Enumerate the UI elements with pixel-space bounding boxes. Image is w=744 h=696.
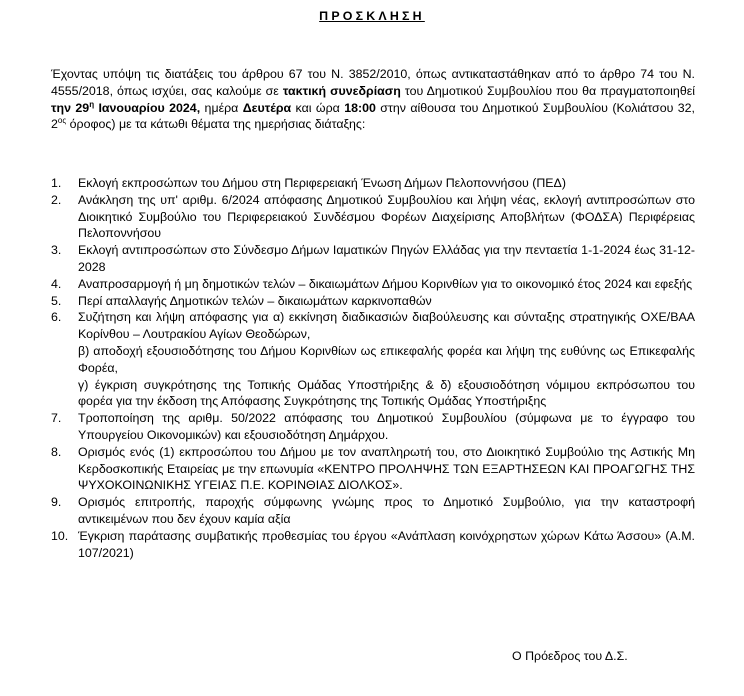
item-number: 5. xyxy=(51,293,62,308)
item-number: 9. xyxy=(51,495,62,510)
agenda-item xyxy=(51,293,695,310)
agenda-item xyxy=(51,276,695,293)
item-text: Τροποποίηση της αριθμ. 50/2022 απόφασης του Δημοτικού Συμβουλίου (σύμφωνα με το έγγραφο του Υπουργείου Οικονομικών) και εξουσιοδότηση Δημάρχου. xyxy=(78,411,695,442)
item-number: 10. xyxy=(51,528,69,543)
item-text: Εκλογή αντιπροσώπων στο Σύνδεσμο Δήμων Ιαματικών Πηγών Ελλάδας για την πενταετία 1-1-2024 έως 31-12-2028 xyxy=(78,243,695,274)
agenda-item xyxy=(51,309,695,410)
intro-text: και ώρα xyxy=(291,100,345,115)
item-subpoint: γ) έγκριση συγκρότησης της Τοπικής Ομάδας Υποστήριξης & δ) εξουσιοδότηση νόμιμου εκπρόσωπου του φορέα για την έκδοση της Απόφασης Συγκρότησης της Τοπικής Ομάδας Υποστήριξης xyxy=(78,377,695,409)
item-text: Περί απαλλαγής Δημοτικών τελών – δικαιωμάτων καρκινοπαθών xyxy=(78,293,432,308)
agenda-item xyxy=(51,410,695,444)
item-text: Εκλογή εκπροσώπων του Δήμου στη Περιφερειακή Ένωση Δήμων Πελοποννήσου (ΠΕΔ) xyxy=(78,176,566,190)
item-number: 1. xyxy=(51,176,62,190)
item-number: 8. xyxy=(51,444,62,459)
meeting-type: τακτική συνεδρίαση xyxy=(282,83,401,98)
item-number: 2. xyxy=(51,192,62,207)
item-text: Συζήτηση και λήψη απόφασης για α) εκκίνηση διαδικασιών διαβούλευσης και σύνταξης στρατηγικής ΟΧΕ/ΒΑΑ Κορίνθου – Λουτρακίου Αγίων Θεοδώρων, xyxy=(78,310,695,342)
item-subpoint: β) αποδοχή εξουσιοδότησης του Δήμου Κορινθίων ως επικεφαλής φορέα και λήψη της ευθύνης ως Επικεφαλής Φορέα, xyxy=(78,343,695,375)
document-title: ΠΡΟΣΚΛΗΣΗ xyxy=(319,9,425,23)
intro-text: του Δημοτικού Συμβουλίου που θα πραγματοποιηθεί xyxy=(400,83,695,98)
agenda-item xyxy=(51,444,695,494)
meeting-time: 18:00 xyxy=(344,100,376,115)
item-number: 4. xyxy=(51,276,62,291)
agenda-list xyxy=(51,175,695,561)
signature-line: Ο Πρόεδρος του Δ.Σ. xyxy=(512,649,628,663)
agenda-item xyxy=(51,528,695,562)
item-number: 6. xyxy=(51,310,62,325)
item-text: Ορισμός επιτροπής, παροχής σύμφωνης γνώμης προς το Δημοτικό Συμβούλιο, για την καταστροφή αντικειμένων που δεν έχουν καμία αξία xyxy=(78,495,695,526)
item-text: Ορισμός ενός (1) εκπροσώπου του Δήμου με τον αναπληρωτή του, στο Διοικητικό Συμβούλιο της Αστικής Μη Κερδοσκοπικής Εταιρείας με την επωνυμία «ΚΕΝΤΡΟ ΠΡΟΛΗΨΗΣ ΤΩΝ ΕΞΑΡΤΗΣΕΩΝ ΚΑΙ ΠΡΟΑΓΩΓΗΣ ΤΗΣ ΨΥΧΟΚΟΙΝΩΝΙΚΗΣ ΥΓΕΙΑΣ Π.Ε. ΚΟΡΙΝΘΙΑΣ ΔΙΟΛΚΟΣ». xyxy=(78,444,695,493)
item-number: 3. xyxy=(51,243,62,258)
agenda-item xyxy=(51,175,695,192)
intro-text: ημέρα xyxy=(200,100,243,115)
agenda-item xyxy=(51,242,695,276)
agenda-item xyxy=(51,494,695,528)
intro-paragraph: Έχοντας υπόψη τις διατάξεις του άρθρου 67 του Ν. 3852/2010, όπως αντικαταστάθηκαν από το άρθρο 74 του Ν. 4555/2018, όπως ισχύει, σας καλούμε σε τακτική συνεδρίαση του Δημοτικού Συμβουλίου που θα πραγματοποιηθεί την $29^\eta$ Ιανουαρίου 2024, ημέρα Δευτέρα και ώρα 18:00 στην αίθουσα του Δημοτικού Συμβουλίου (Κολιάτσου 32, $2^{o\varsigma}$ όροφος) με τα κάτωθι θέματα της ημερήσιας διάταξης: xyxy=(51,67,695,132)
item-number: 7. xyxy=(51,411,62,426)
intro-text: Έχοντας υπόψη τις διατάξεις του άρθρου 67 του Ν. 3852/2010, όπως αντικαταστάθηκαν από το άρθρο 74 του Ν. 4555/2018, όπως ισχύει, σας καλούμε σε xyxy=(51,67,695,98)
item-text: Ανάκληση της υπ' αριθμ. 6/2024 απόφασης Δημοτικού Συμβουλίου και λήψη νέας, εκλογή αντιπροσώπων στο Διοικητικό Συμβούλιο του Περιφερειακού Συνδέσμου Φορέων Διαχείρισης Αποβλήτων (ΦΟΔΣΑ) Περιφέρειας Πελοποννήσου xyxy=(78,192,695,241)
meeting-date: την $29^\eta$ Ιανουαρίου 2024, xyxy=(51,99,201,115)
meeting-day: Δευτέρα xyxy=(242,100,292,115)
intro-text: στην αίθουσα του Δημοτικού Συμβουλίου (Κολιάτσου 32, 2 xyxy=(51,100,695,132)
intro-text: όροφος) με τα κάτωθι θέματα της ημερήσιας διάταξης: xyxy=(66,117,366,132)
item-text: Αναπροσαρμογή ή μη δημοτικών τελών – δικαιωμάτων Δήμου Κορινθίων για το οικονομικό έτος 2024 και εφεξής xyxy=(78,276,693,291)
item-text: Έγκριση παράτασης συμβατικής προθεσμίας του έργου «Ανάπλαση κοινόχρηστων χώρων Κάτω Άσσου» (Α.Μ. 107/2021) xyxy=(78,528,695,560)
agenda-item xyxy=(51,192,695,242)
